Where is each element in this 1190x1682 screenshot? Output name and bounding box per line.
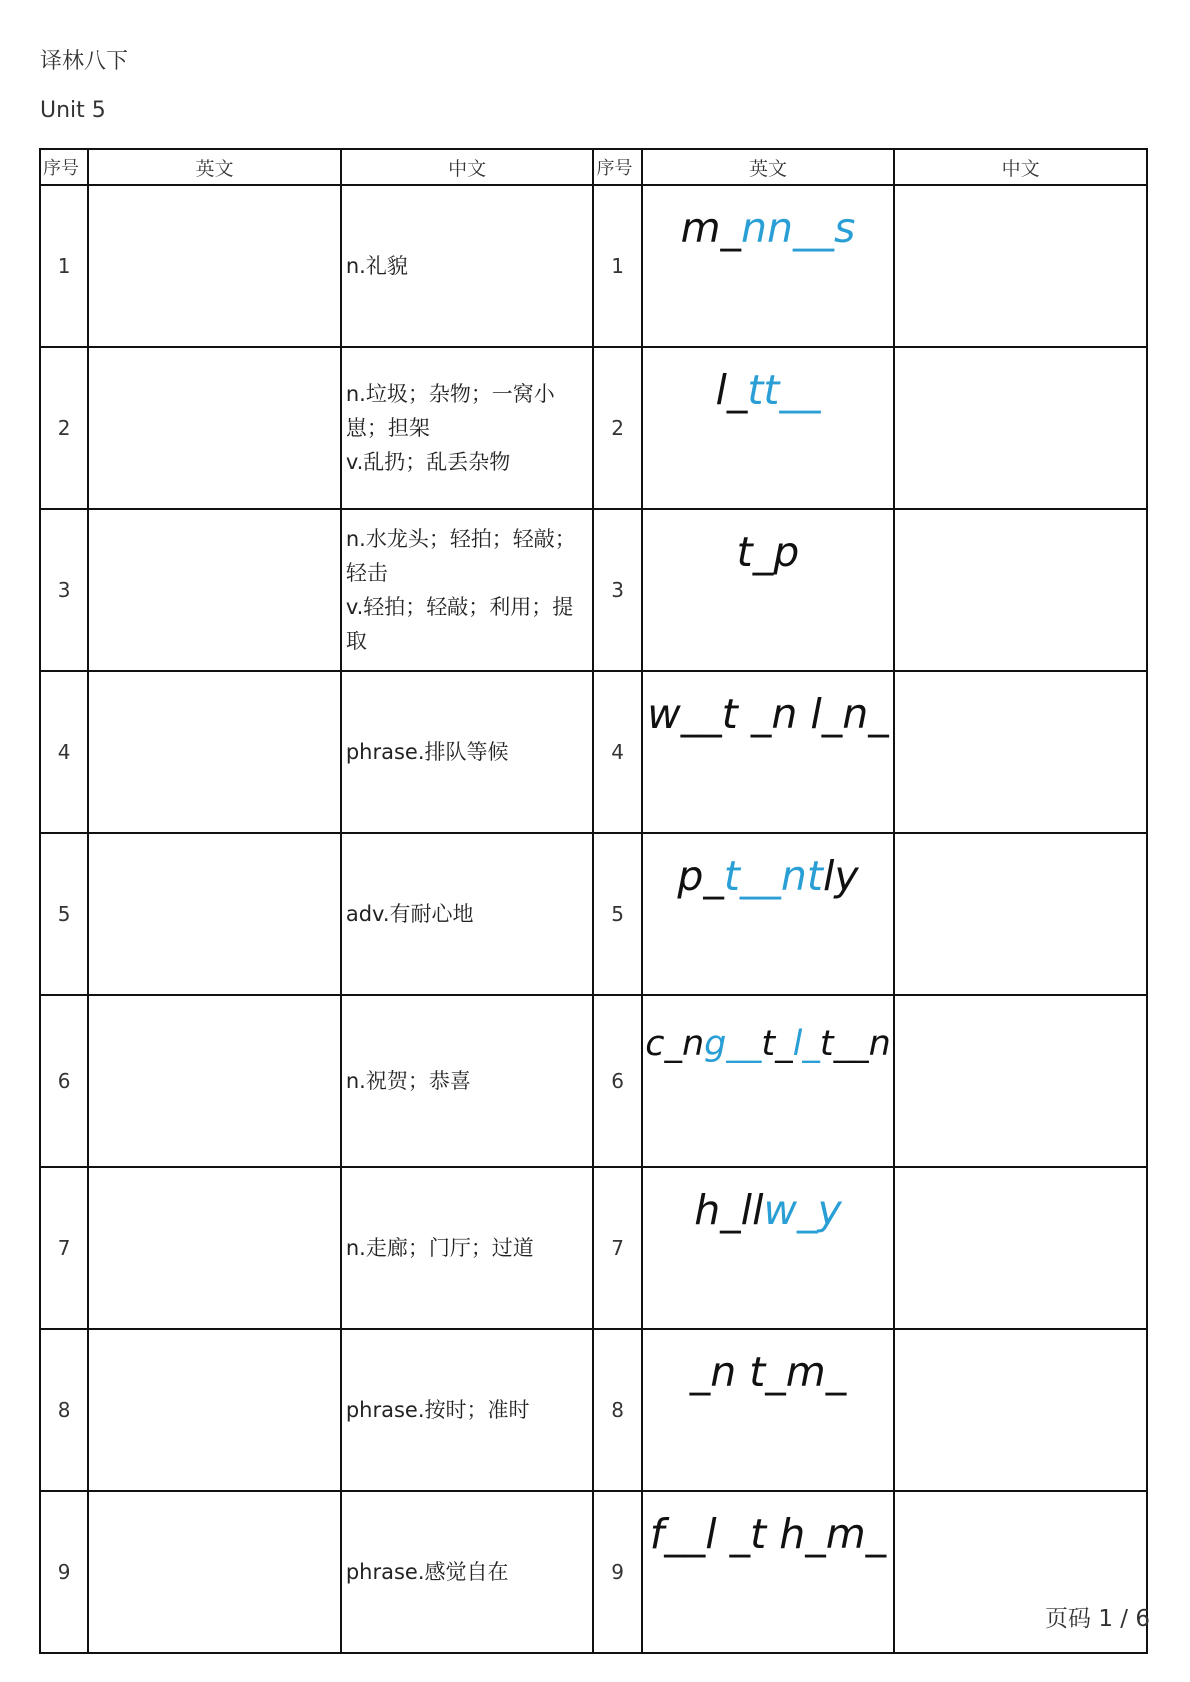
word-puzzle [642,833,895,995]
table-row [40,833,1147,995]
col-header-english-2: 英文 [642,149,895,185]
english-answer-blank[interactable] [88,995,341,1167]
unit-title: Unit 5 [40,98,106,123]
puzzle-segment: f__l _t h_m_ [649,1510,887,1558]
table-row [40,671,1147,833]
english-answer-blank[interactable] [88,1167,341,1329]
puzzle-highlight-segment: nn__s [741,204,856,252]
col-header-num-2: 序号 [593,149,641,185]
chinese-meaning [341,995,594,1167]
book-title: 译林八下 [40,49,129,74]
chinese-meaning-line: phrase.按时；准时 [345,1398,530,1422]
puzzle-segment: t_ [761,1024,793,1064]
row-number-2: 5 [593,833,641,995]
chinese-meaning-line: v.乱扔；乱丢杂物 [345,450,511,474]
chinese-answer-blank[interactable] [894,671,1147,833]
table-row [40,1329,1147,1491]
row-number-2: 7 [593,1167,641,1329]
chinese-meaning-line: n.水龙头；轻拍；轻敲；轻击 [345,527,576,585]
puzzle-segment: t__n [819,1024,891,1064]
row-number-2: 3 [593,509,641,671]
row-number-2: 8 [593,1329,641,1491]
row-number-2: 4 [593,671,641,833]
table-row [40,347,1147,509]
row-number: 9 [40,1491,88,1653]
chinese-meaning-line: phrase.感觉自在 [345,1560,509,1584]
row-number-2: 9 [593,1491,641,1653]
chinese-meaning-line: n.礼貌 [345,254,408,278]
table-row [40,185,1147,347]
word-puzzle [642,185,895,347]
puzzle-segment: w__t _n l_n_ [647,690,889,738]
word-puzzle [642,671,895,833]
chinese-answer-blank[interactable] [894,1329,1147,1491]
row-number: 5 [40,833,88,995]
chinese-meaning [341,1329,594,1491]
table-row [40,1167,1147,1329]
chinese-meaning [341,347,594,509]
table-row [40,995,1147,1167]
puzzle-segment: c_n [645,1024,705,1064]
row-number: 8 [40,1329,88,1491]
word-puzzle [642,347,895,509]
puzzle-highlight-segment: l_ [792,1024,820,1064]
table-header-row [40,149,1147,185]
puzzle-segment: h_ll [694,1186,764,1234]
puzzle-segment: l_ [715,366,748,414]
puzzle-segment: p_ [677,852,724,900]
row-number-2: 6 [593,995,641,1167]
row-number: 2 [40,347,88,509]
puzzle-highlight-segment: w_y [763,1186,842,1234]
chinese-answer-blank[interactable] [894,1167,1147,1329]
chinese-meaning-line: adv.有耐心地 [345,902,474,926]
chinese-meaning-line: n.走廊；门厅；过道 [345,1236,534,1260]
word-puzzle [642,1329,895,1491]
word-puzzle [642,509,895,671]
chinese-meaning [341,1491,594,1653]
chinese-meaning [341,671,594,833]
word-puzzle [642,995,895,1167]
chinese-meaning-line: v.轻拍；轻敲；利用；提取 [345,595,574,653]
col-header-chinese: 中文 [341,149,594,185]
english-answer-blank[interactable] [88,1329,341,1491]
puzzle-highlight-segment: g__ [704,1024,762,1064]
english-answer-blank[interactable] [88,1491,341,1653]
chinese-answer-blank[interactable] [894,185,1147,347]
row-number: 6 [40,995,88,1167]
puzzle-segment: ly [822,852,859,900]
row-number: 4 [40,671,88,833]
puzzle-segment: t_p [736,528,800,576]
chinese-answer-blank[interactable] [894,995,1147,1167]
english-answer-blank[interactable] [88,833,341,995]
english-answer-blank[interactable] [88,347,341,509]
table-row [40,1491,1147,1653]
chinese-meaning-line: n.祝贺；恭喜 [345,1069,471,1093]
chinese-meaning [341,1167,594,1329]
vocab-table [39,148,1148,1654]
chinese-meaning [341,509,594,671]
table-row [40,509,1147,671]
puzzle-highlight-segment: tt__ [747,366,821,414]
chinese-answer-blank[interactable] [894,347,1147,509]
col-header-num: 序号 [40,149,88,185]
english-answer-blank[interactable] [88,185,341,347]
chinese-answer-blank[interactable] [894,509,1147,671]
chinese-meaning-line: n.垃圾；杂物；一窝小崽；担架 [345,382,555,440]
row-number: 7 [40,1167,88,1329]
english-answer-blank[interactable] [88,509,341,671]
chinese-meaning [341,185,594,347]
chinese-answer-blank[interactable] [894,833,1147,995]
english-answer-blank[interactable] [88,671,341,833]
word-puzzle [642,1491,895,1653]
word-puzzle [642,1167,895,1329]
puzzle-segment: m_ [680,204,742,252]
puzzle-highlight-segment: t__nt [723,852,823,900]
chinese-meaning-line: phrase.排队等候 [345,740,509,764]
row-number: 3 [40,509,88,671]
row-number-2: 2 [593,347,641,509]
col-header-english: 英文 [88,149,341,185]
page-number: 页码 1 / 6 [1045,1606,1150,1632]
chinese-meaning [341,833,594,995]
row-number-2: 1 [593,185,641,347]
row-number: 1 [40,185,88,347]
puzzle-segment: _n t_m_ [689,1348,847,1396]
col-header-chinese-2: 中文 [894,149,1147,185]
